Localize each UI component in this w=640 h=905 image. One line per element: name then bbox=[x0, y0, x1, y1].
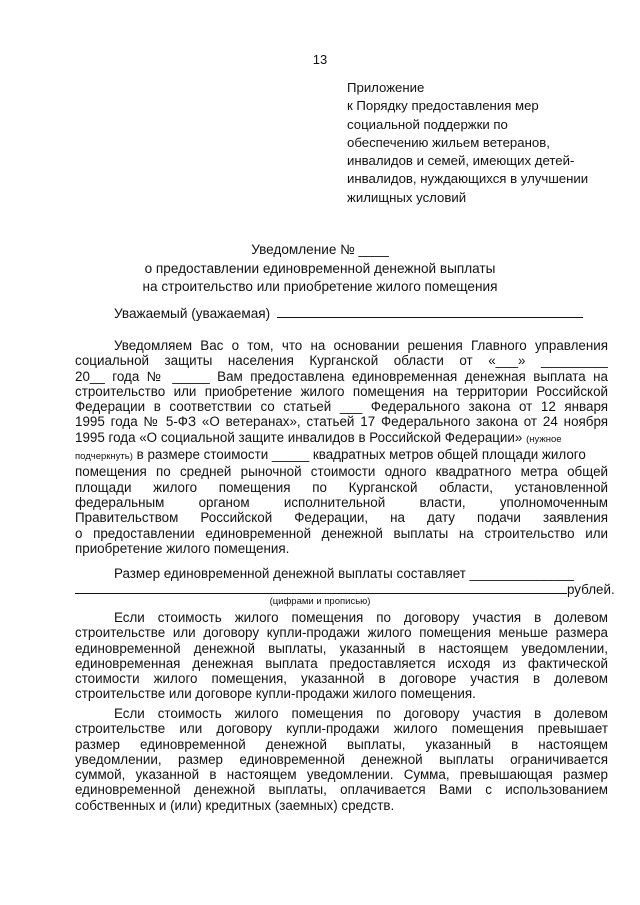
text-line: строительство или приобретение жилого помещения на территории Российской bbox=[75, 383, 608, 399]
document-title bbox=[0, 241, 640, 297]
title-line: Уведомление № ____ bbox=[251, 242, 389, 257]
note-text: (нужное bbox=[526, 433, 562, 445]
text-line: строительстве или договору купли-продажи жилого помещения превышает bbox=[75, 721, 608, 737]
appendix-block bbox=[347, 79, 617, 207]
salutation-row bbox=[114, 305, 583, 321]
appendix-line: к Порядку предоставления мер bbox=[347, 98, 539, 114]
text-line: размер единовременной денежной выплаты, указанный в настоящем bbox=[75, 736, 608, 752]
text-line: Федерации в соответствии со статьей ___ Федерального закона от 12 января bbox=[75, 399, 608, 415]
text-span: 1995 года «О социальной защите инвалидов в Российской Федерации» bbox=[75, 429, 523, 445]
text-line: приобретение жилого помещения. bbox=[75, 540, 290, 556]
appendix-line: обеспечению жильем ветеранов, bbox=[347, 134, 550, 150]
appendix-line: Приложение bbox=[347, 80, 425, 95]
text-line: помещения по средней рыночной стоимости одного квадратного метра общей bbox=[75, 464, 608, 480]
appendix-line: жилищных условий bbox=[347, 189, 467, 205]
title-line: о предоставлении единовременной денежной выплаты bbox=[144, 260, 496, 276]
amount-line: Размер единовременной денежной выплаты составляет ______________ bbox=[114, 566, 574, 581]
appendix-line: инвалидов, нуждающихся в улучшении bbox=[347, 171, 589, 187]
text-line: стоимости жилого помещения, указанной в договоре участия в долевом bbox=[75, 671, 608, 687]
page-number: 13 bbox=[312, 52, 328, 67]
text-line: площади жилого помещения по Курганской области, установленной bbox=[75, 479, 608, 495]
paragraph-notification bbox=[75, 338, 608, 556]
amount-block bbox=[75, 566, 615, 598]
text-line: уведомлении, размер единовременной денежной выплаты ограничивается bbox=[75, 751, 608, 767]
text-line: собственных и (или) кредитных (заемных) средств. bbox=[75, 797, 395, 813]
currency-text: рублей. bbox=[567, 582, 615, 598]
text-line: 1995 года № 5-ФЗ «О ветеранах», статьей 17 Федерального закона от 24 ноября bbox=[75, 414, 608, 430]
text-line bbox=[75, 430, 608, 447]
text-line: строительстве или договору купли-продажи жилого помещения меньше размера bbox=[75, 625, 608, 641]
text-line: Если стоимость жилого помещения по договору участия в долевом bbox=[114, 706, 608, 721]
text-line: Уведомляем Вас о том, что на основании решения Главного управления bbox=[114, 338, 608, 353]
paragraph-exceeding-cost bbox=[75, 706, 608, 813]
text-line: единовременной денежной выплаты, оплачивается Вами с использованием bbox=[75, 782, 608, 798]
text-line: суммой, указанной в настоящем уведомлении. Сумма, превышающая размер bbox=[75, 767, 608, 783]
title-line: на строительство или приобретение жилого помещения bbox=[142, 279, 498, 294]
text-line: социальной защиты населения Курганской области от «___» _________ bbox=[75, 353, 608, 369]
text-line: строительстве или договоре купли-продажи жилого помещения. bbox=[75, 686, 476, 702]
text-line: 20__ года № _____ Вам предоставлена единовременная денежная выплата на bbox=[75, 368, 608, 384]
text-line: Правительством Российской Федерации, на дату подачи заявления bbox=[75, 510, 608, 526]
paragraph-less-cost bbox=[75, 610, 608, 702]
appendix-line: социальной поддержки по bbox=[347, 116, 508, 132]
salutation-text: Уважаемый (уважаемая) bbox=[114, 306, 271, 321]
text-line: о предоставлении единовременной денежной выплаты на строительство или bbox=[75, 525, 608, 541]
text-line bbox=[75, 447, 608, 464]
amount-blank-line bbox=[75, 581, 567, 594]
appendix-line: инвалидов и семей, имеющих детей- bbox=[347, 153, 575, 169]
text-line: единовременная денежная выплата предоставляется исходя из фактической bbox=[75, 655, 608, 671]
text-line: Если стоимость жилого помещения по договору участия в долевом bbox=[114, 610, 608, 625]
amount-caption: (цифрами и прописью) bbox=[269, 596, 371, 607]
text-line: единовременной денежной выплаты, указанный в настоящем уведомлении, bbox=[75, 640, 608, 656]
note-text: подчеркнуть) bbox=[75, 451, 133, 463]
addressee-blank-line bbox=[277, 305, 583, 318]
text-line: федеральным органом исполнительной власти, уполномоченным bbox=[75, 494, 608, 510]
text-span: в размере стоимости _____ квадратных метров общей площади жилого bbox=[136, 447, 586, 463]
